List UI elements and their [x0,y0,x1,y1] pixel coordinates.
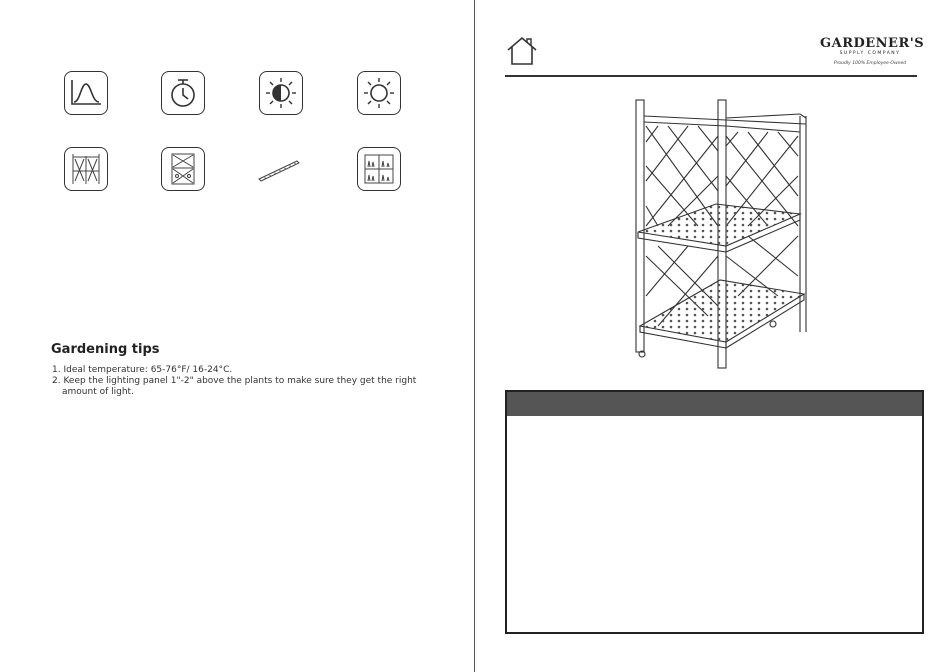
left-page [0,0,474,672]
sun-brightness-icon [357,71,401,115]
header-rule [505,75,917,77]
shelf-unit-icon [161,147,205,191]
contrast-icon [259,71,303,115]
tip-item: 2. Keep the lighting panel 1"-2" above the plants to make sure they get the right amount of light. [52,376,417,397]
page-fold-divider [474,0,475,672]
brand-subtitle: SUPPLY COMPANY [839,51,901,56]
info-panel [505,390,924,634]
info-panel-header [507,392,922,416]
light-bar-icon [257,147,301,191]
gardening-tips-list [52,365,452,398]
home-icon [505,36,539,70]
growth-curve-icon [64,71,108,115]
timer-icon [161,71,205,115]
brand-name: GARDENER'S [820,36,925,51]
brand-tagline: Proudly 100% Employee-Owned [833,61,907,66]
shelf-illustration [628,96,808,376]
shelf-frame-icon [64,147,108,191]
tip-item: 1. Ideal temperature: 65-76°F/ 16-24°C. [52,365,233,375]
gardening-tips-title: Gardening tips [51,342,160,357]
brand-logo [820,36,925,67]
shelf-with-plants-icon [357,147,401,191]
